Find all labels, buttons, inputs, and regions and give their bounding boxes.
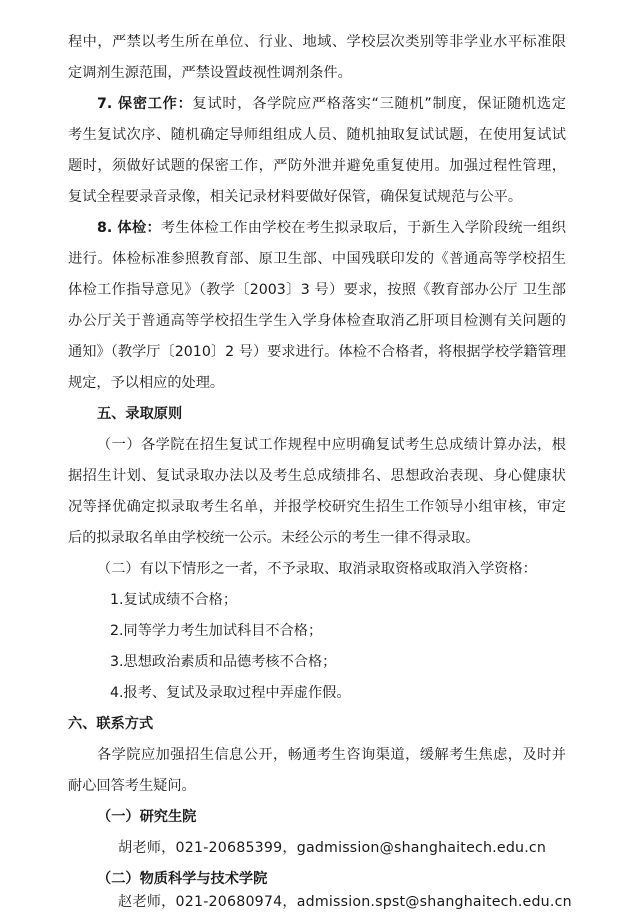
body-text-line: 通知》（教学厅〔2010〕2 号）要求进行。体检不合格者，将根据学校学籍管理: [68, 344, 566, 360]
item-8-text: 考生体检工作由学校在考生拟录取后，于新生入学阶段统一组织: [160, 220, 566, 236]
body-text-line: 复试全程要录音录像，相关记录材料要做好保管，确保复试规范与公平。: [68, 189, 523, 205]
item-8-line: [97, 214, 566, 242]
body-text-line: 耐心回答考生疑问。: [68, 778, 196, 794]
body-text-line: 考生复试次序、随机确定导师组组成人员、随机抽取复试试题，在使用复试试: [68, 127, 566, 143]
subheading-spst: （二）物质科学与技术学院: [97, 871, 268, 887]
item-7-label: 7. 保密工作：: [97, 96, 193, 112]
item-8-label: 8. 体检：: [97, 220, 161, 236]
body-text-line: （二）有以下情形之一者，不予录取、取消录取资格或取消入学资格：: [97, 561, 537, 577]
list-item: 2.同等学力考生加试科目不合格；: [110, 623, 323, 639]
body-text-line: 程中，严禁以考生所在单位、行业、地域、学校层次类别等非学业水平标准限: [68, 34, 566, 50]
section-heading-5: 五、录取原则: [97, 406, 183, 422]
list-item: 1.复试成绩不合格；: [110, 592, 238, 608]
item-7-line: [97, 90, 566, 118]
body-text-line: 进行。体检标准参照教育部、原卫生部、中国残联印发的《普通高等学校招生: [68, 251, 566, 267]
contact-spst: 赵老师，021-20680974，admission.spst@shanghaitech.edu.cn: [118, 894, 572, 910]
contact-graduate-school: 胡老师，021-20685399，gadmission@shanghaitech.edu.cn: [118, 840, 547, 856]
body-text-line: 据招生计划、复试录取办法以及考生总成绩排名、思想政治表现、身心健康状: [68, 468, 566, 484]
body-text-line: 题时，须做好试题的保密工作，严防外泄并避免重复使用。加强过程性管理，: [68, 158, 566, 174]
section-heading-6: 六、联系方式: [68, 716, 154, 732]
list-item: 4.报考、复试及录取过程中弄虚作假。: [110, 685, 351, 701]
list-item: 3.思想政治素质和品德考核不合格；: [110, 654, 337, 670]
item-7-text: 复试时，各学院应严格落实“三随机”制度，保证随机选定: [192, 96, 567, 112]
body-text-line: 办公厅关于普通高等学校招生学生入学身体检查取消乙肝项目检测有关问题的: [68, 313, 566, 329]
body-text-line: 规定，予以相应的处理。: [68, 375, 225, 391]
body-text-line: 体检工作指导意见》（教学〔2003〕3 号）要求，按照《教育部办公厅 卫生部: [68, 282, 566, 298]
body-text-line: 定调剂生源范围，严禁设置歧视性调剂条件。: [68, 65, 352, 81]
body-text-line: 各学院应加强招生信息公开，畅通考生咨询渠道，缓解考生焦虑，及时并: [97, 747, 566, 763]
subheading-graduate-school: （一）研究生院: [97, 809, 197, 825]
body-text-line: （一）各学院在招生复试工作规程中应明确复试考生总成绩计算办法，根: [97, 437, 566, 453]
body-text-line: 况等择优确定拟录取考生名单，并报学校研究生招生工作领导小组审核，审定: [68, 499, 566, 515]
body-text-line: 后的拟录取名单由学校统一公示。未经公示的考生一律不得录取。: [68, 530, 480, 546]
